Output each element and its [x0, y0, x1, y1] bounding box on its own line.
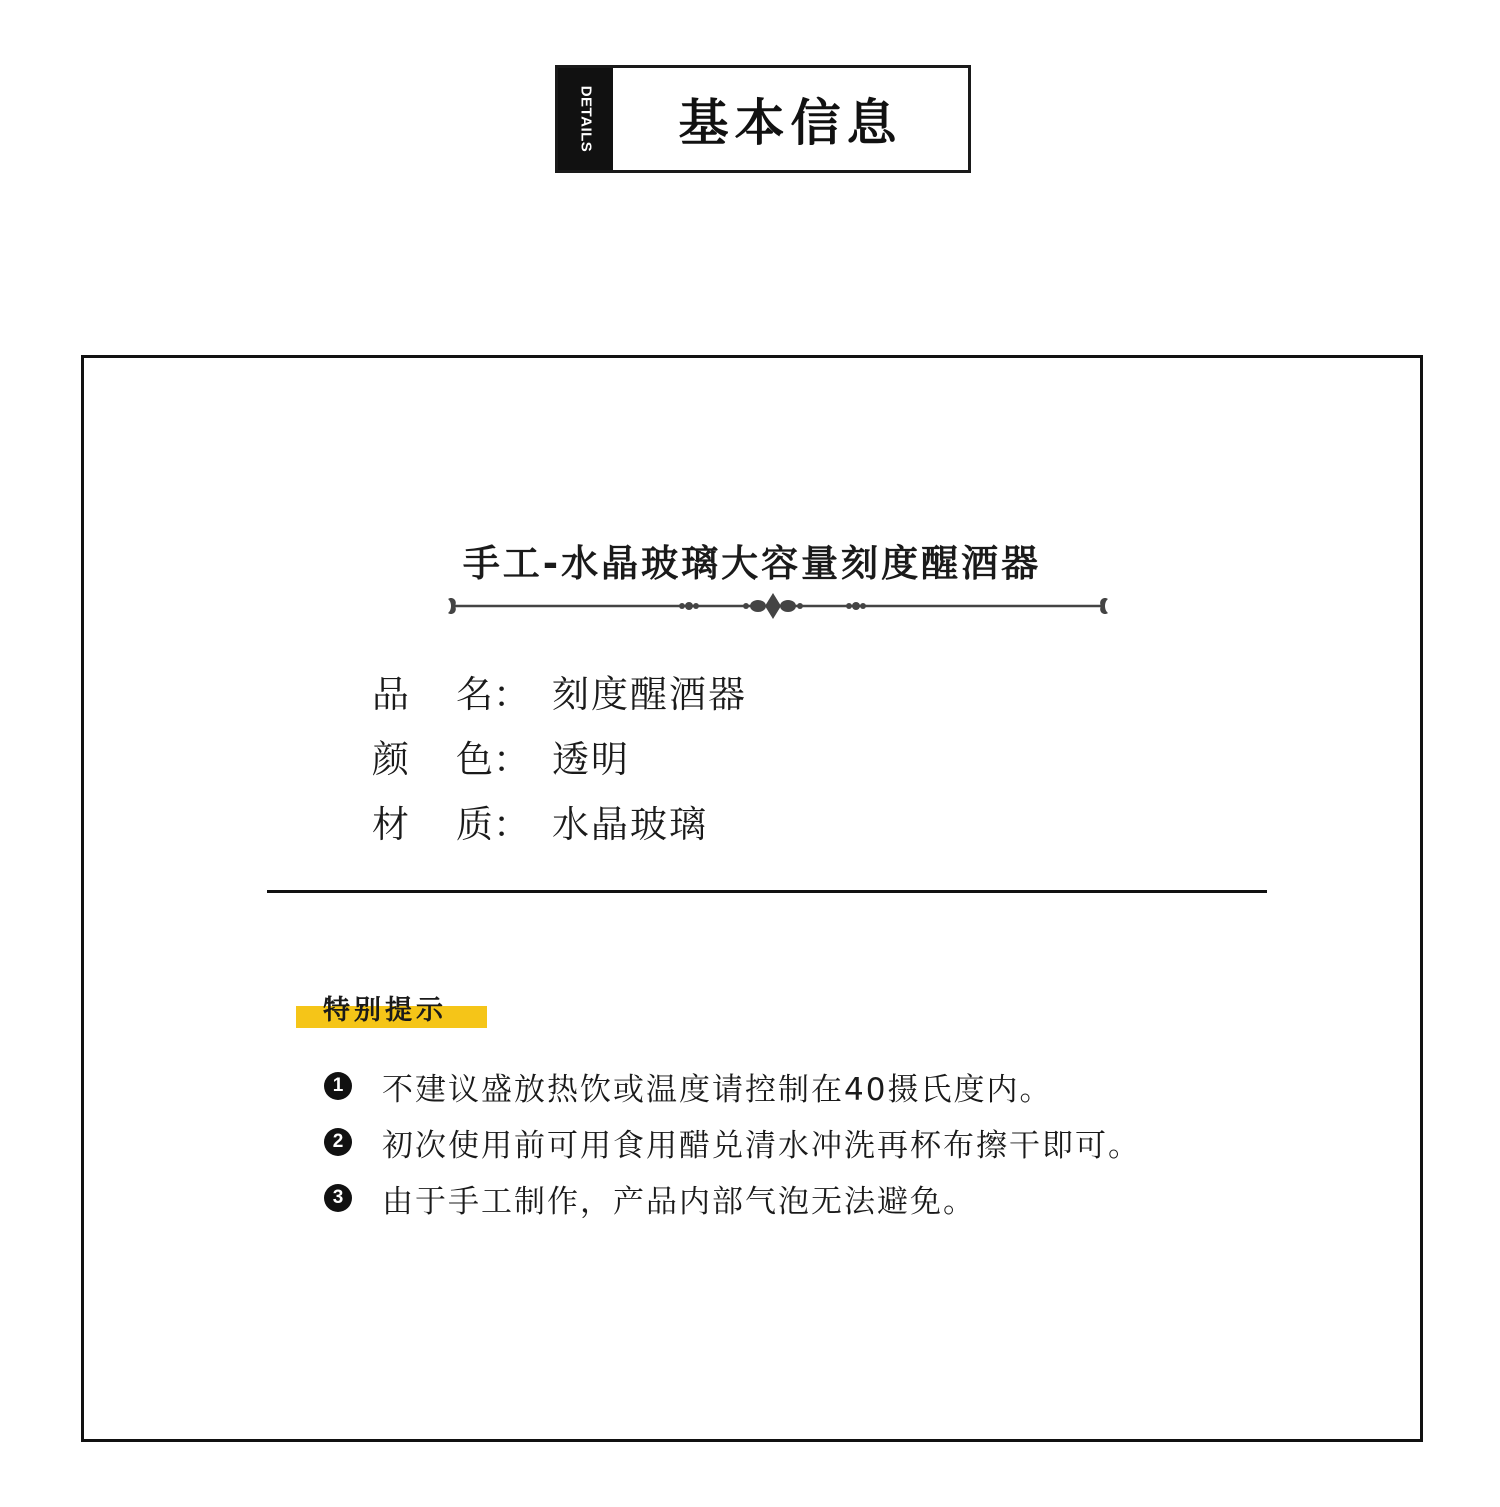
list-item [324, 1170, 1141, 1226]
spec-label: 品 名： [372, 672, 531, 716]
notes-list [324, 1058, 1141, 1226]
circled-number-icon: 1 [324, 1072, 352, 1100]
section-divider [267, 890, 1267, 893]
circled-number-icon: 2 [324, 1128, 352, 1156]
spec-value: 水晶玻璃 [552, 802, 708, 846]
spec-value: 刻度醒酒器 [552, 672, 747, 716]
notes-heading-label: 特别提示 [323, 995, 447, 1026]
circled-number-icon: 3 [324, 1184, 352, 1212]
product-title: 手工-水晶玻璃大容量刻度醒酒器 [462, 542, 1042, 585]
spec-row-name [372, 658, 747, 723]
spec-list [372, 658, 747, 853]
spec-label: 材 质： [372, 802, 531, 846]
section-header [555, 65, 971, 173]
list-item [324, 1114, 1141, 1170]
note-text: 不建议盛放热饮或温度请控制在40摄氏度内。 [382, 1071, 1053, 1108]
spec-row-color [372, 723, 747, 788]
note-text: 由于手工制作，产品内部气泡无法避免。 [382, 1183, 976, 1220]
notes-heading [296, 988, 487, 1028]
spec-label: 颜 色： [372, 737, 531, 781]
spec-row-material [372, 788, 747, 853]
list-item [324, 1058, 1141, 1114]
details-tag-label: DETAILS [577, 85, 594, 153]
note-text: 初次使用前可用食用醋兑清水冲洗再杯布擦干即可。 [382, 1127, 1141, 1164]
info-panel [81, 355, 1423, 1442]
details-tag [558, 68, 613, 170]
spec-value: 透明 [552, 737, 630, 781]
section-title: 基本信息 [678, 93, 903, 152]
ornamental-divider-icon [446, 591, 1110, 621]
